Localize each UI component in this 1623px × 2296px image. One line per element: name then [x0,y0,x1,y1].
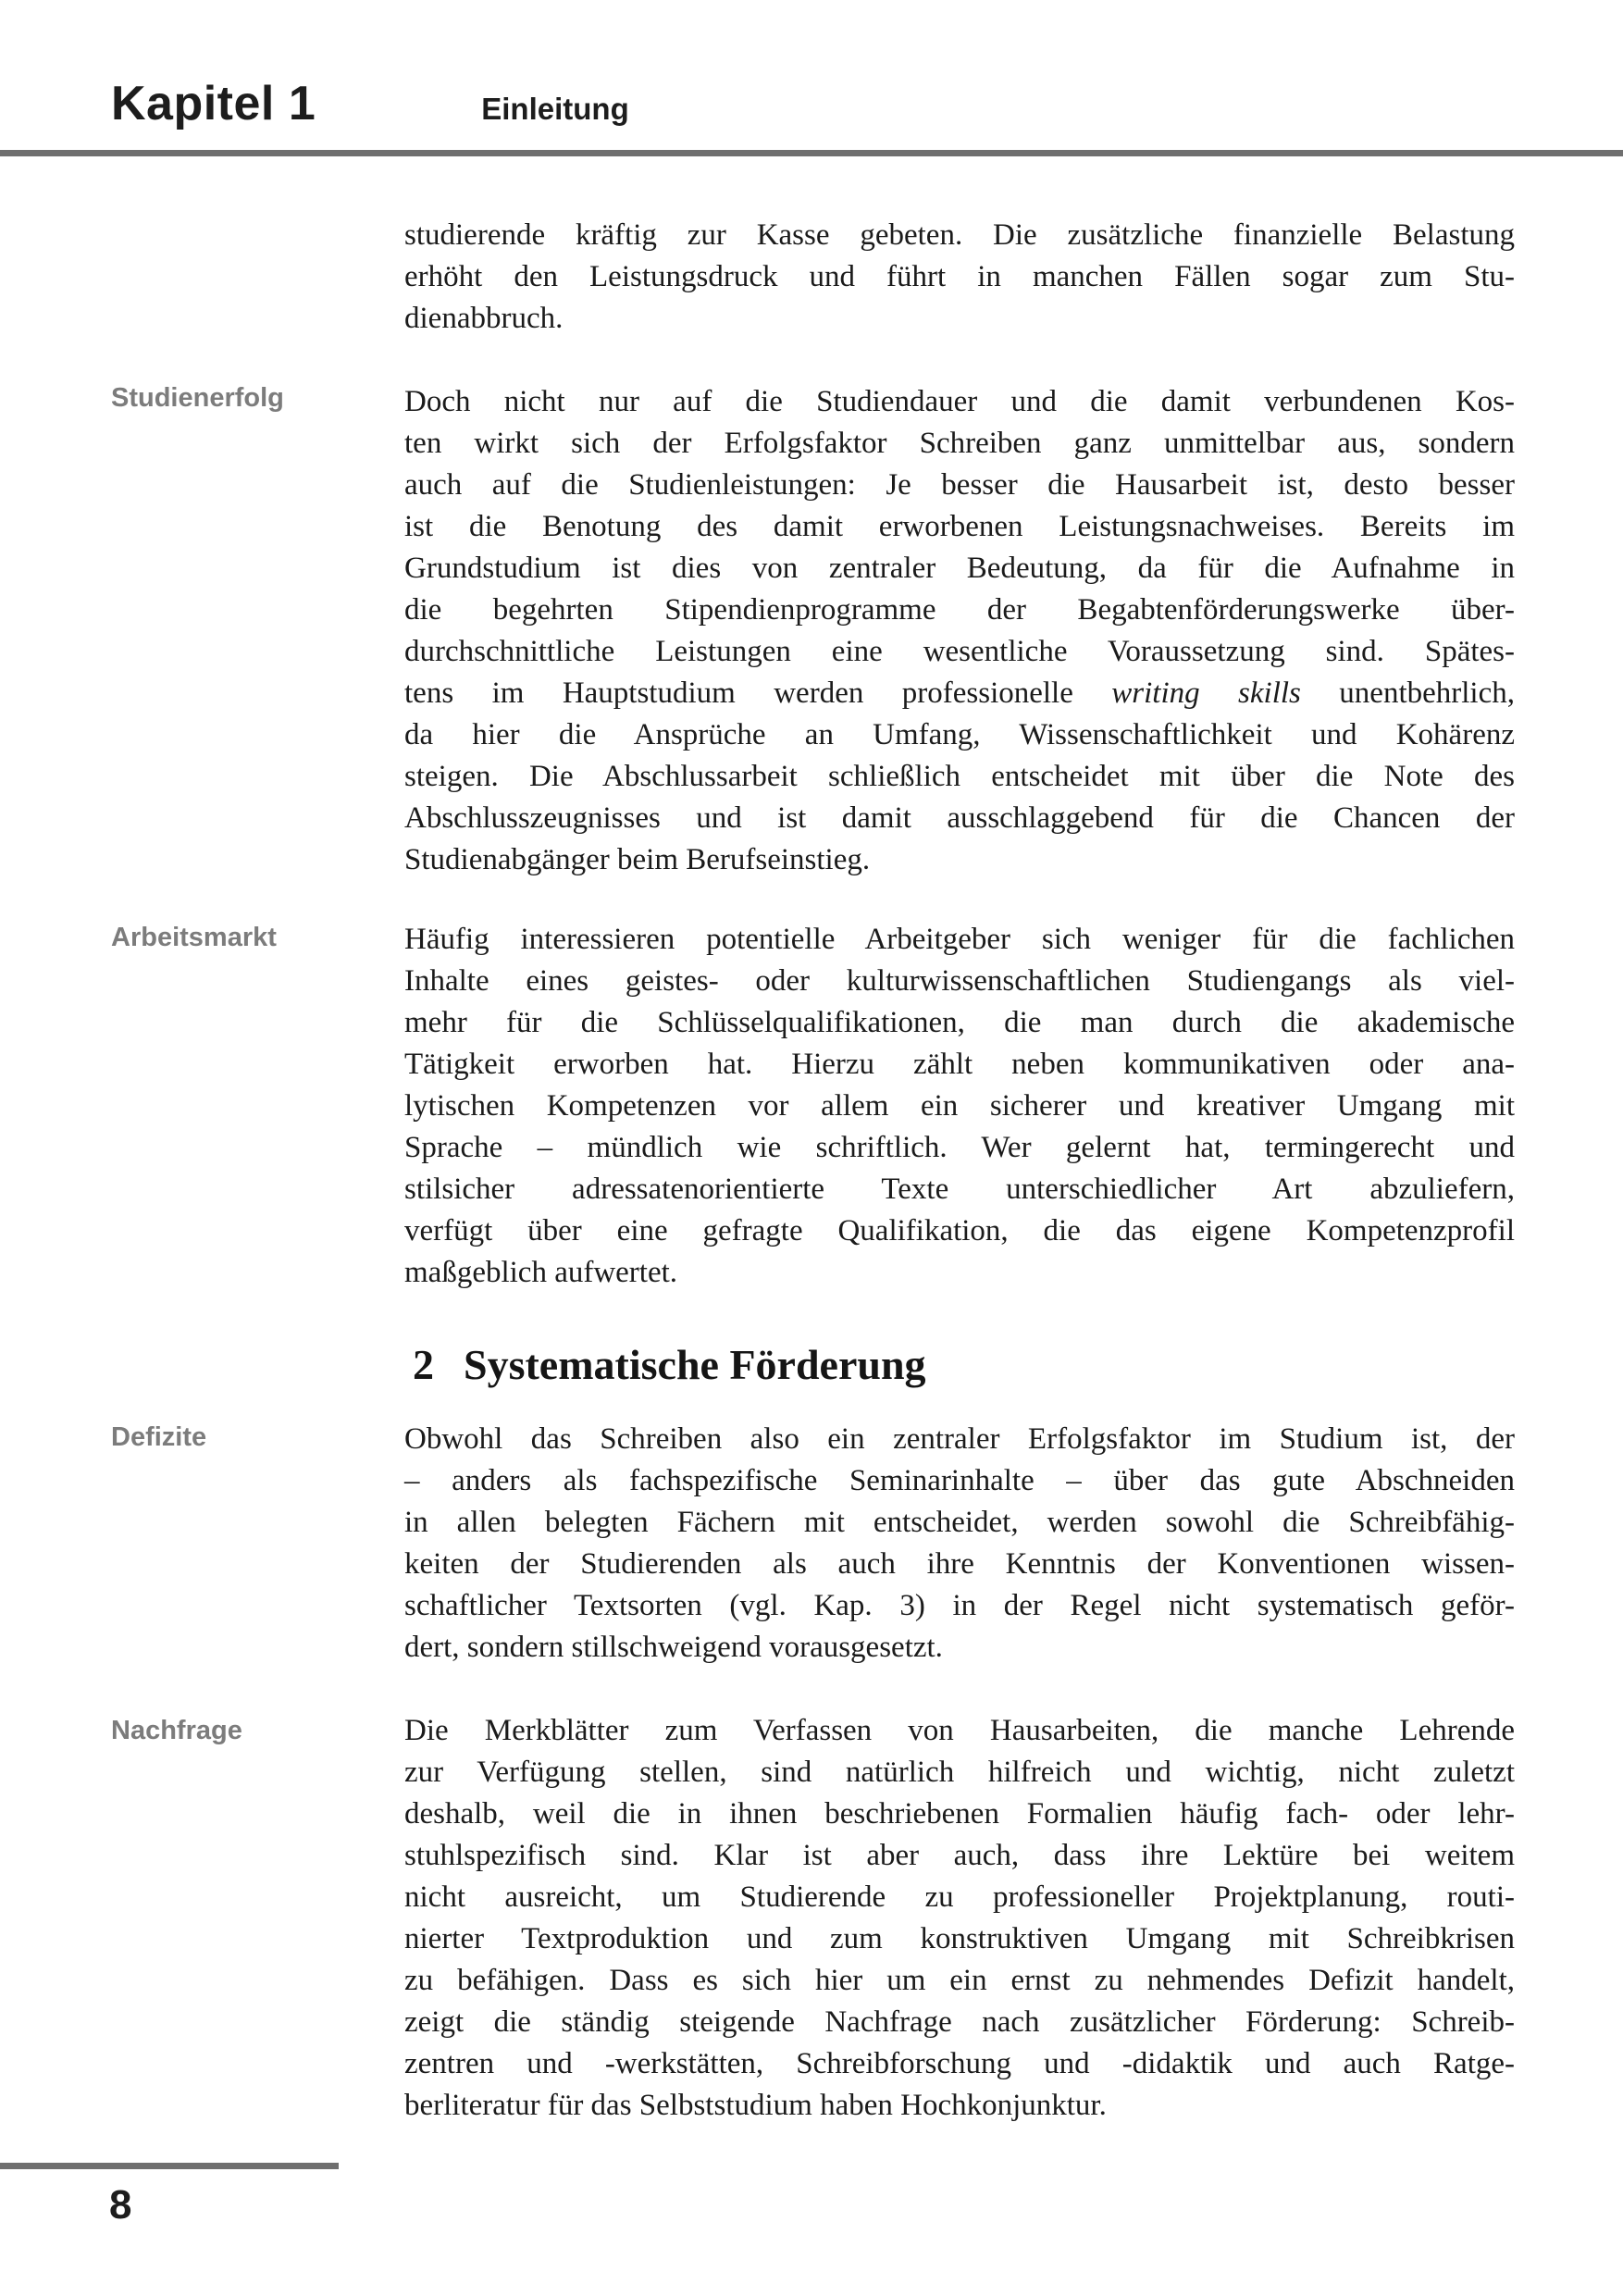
text-line [404,1793,1515,1835]
text-line [404,2085,1515,2127]
body-text: in allen belegten Fächern mit entscheidet, werden sowohl die Schreibfähig- [404,1506,1515,1539]
text-line [404,919,1515,961]
margin-label-defizite: Defizite [111,1422,207,1452]
body-text: Obwohl das Schreiben also ein zentraler Erfolgsfaktor im Studium ist, der [404,1422,1515,1456]
text-line [404,1044,1515,1086]
text-line [404,590,1515,631]
margin-label-nachfrage: Nachfrage [111,1716,242,1745]
body-text: deshalb, weil die in ihnen beschriebenen Formalien häufig fach- oder lehr- [404,1797,1515,1831]
header-rule [0,150,1623,156]
text-line [404,1419,1515,1460]
body-text: lytischen Kompetenzen vor allem ein sicherer und kreativer Umgang mit [404,1089,1515,1123]
body-text: steigen. Die Abschlussarbeit schließlich entscheidet mit über die Note des [404,760,1515,793]
body-text: zur Verfügung stellen, sind natürlich hilfreich und wichtig, nicht zuletzt [404,1756,1515,1789]
text-line [404,1585,1515,1627]
text-line [404,798,1515,839]
text-line [404,1544,1515,1585]
body-text: Inhalte eines geistes- oder kulturwissenschaftlichen Studiengangs als viel- [404,964,1515,998]
text-line [404,631,1515,673]
body-text: zu befähigen. Dass es sich hier um ein ernst zu nehmendes Defizit handelt, [404,1964,1515,1997]
text-line [404,1877,1515,1918]
text-line [404,1960,1515,2002]
text-line [404,1502,1515,1544]
text-line [404,714,1515,756]
body-text: ist die Benotung des damit erworbenen Leistungsnachweises. Bereits im [404,510,1515,543]
text-line [404,506,1515,548]
body-text: zentren und -werkstätten, Schreibforschung und -didaktik und auch Ratge- [404,2047,1515,2080]
text-line [404,381,1515,423]
body-text: nierter Textproduktion und zum konstruktiven Umgang mit Schreibkrisen [404,1922,1515,1955]
body-text: verfügt über eine gefragte Qualifikation, die das eigene Kompetenzprofil [404,1214,1515,1247]
body-text: ten wirkt sich der Erfolgsfaktor Schreiben ganz unmittelbar aus, sondern [404,427,1515,460]
text-line [404,1835,1515,1877]
text-line [404,756,1515,798]
text-line [404,1752,1515,1793]
text-line [404,1710,1515,1752]
footer-rule [0,2163,339,2169]
text-line [404,215,1515,256]
text-line [404,673,1515,714]
body-text: erhöht den Leistungsdruck und führt in manchen Fällen sogar zum Stu- [404,260,1515,293]
body-text: unentbehrlich, [1300,676,1515,710]
body-text: tens im Hauptstudium werden professionelle [404,676,1112,710]
body-text: Die Merkblätter zum Verfassen von Hausarbeiten, die manche Lehrende [404,1714,1515,1747]
body-text: Häufig interessieren potentielle Arbeitgeber sich weniger für die fachlichen [404,923,1515,956]
text-line [404,1086,1515,1127]
body-text: dert, sondern stillschweigend vorausgesetzt. [404,1631,943,1664]
body-text: Grundstudium ist dies von zentraler Bedeutung, da für die Aufnahme in [404,552,1515,585]
section-heading-number: 2 [413,1341,434,1388]
body-text: da hier die Ansprüche an Umfang, Wissenschaftlichkeit und Kohärenz [404,718,1515,751]
body-text: mehr für die Schlüsselqualifikationen, die man durch die akademische [404,1006,1515,1039]
body-text: schaftlicher Textsorten (vgl. Kap. 3) in der Regel nicht systematisch geför- [404,1589,1515,1622]
text-line [404,1627,1515,1669]
section-heading [404,1340,1515,1390]
text-line [404,1127,1515,1169]
text-line [404,1002,1515,1044]
body-text: – anders als fachspezifische Seminarinhalte – über das gute Abschneiden [404,1464,1515,1497]
body-text: Doch nicht nur auf die Studiendauer und die damit verbundenen Kos- [404,385,1515,418]
body-text: keiten der Studierenden als auch ihre Kenntnis der Konventionen wissen- [404,1547,1515,1581]
text-line [404,465,1515,506]
running-head [111,76,629,131]
paragraph [404,1419,1515,1669]
chapter-title: Einleitung [481,92,629,126]
body-text: Tätigkeit erworben hat. Hierzu zählt neben kommunikativen oder ana- [404,1048,1515,1081]
body-text: Sprache – mündlich wie schriftlich. Wer gelernt hat, termingerecht und [404,1131,1515,1164]
body-text: stilsicher adressatenorientierte Texte unterschiedlicher Art abzuliefern, [404,1173,1515,1206]
body-text: durchschnittliche Leistungen eine wesentliche Voraussetzung sind. Spätes- [404,635,1515,668]
body-text: nicht ausreicht, um Studierende zu professioneller Projektplanung, routi- [404,1880,1515,1914]
body-text: Studienabgänger beim Berufseinstieg. [404,843,871,876]
body-text: Abschlusszeugnisses und ist damit ausschlaggebend für die Chancen der [404,801,1515,835]
text-line [404,2002,1515,2043]
body-text: studierende kräftig zur Kasse gebeten. Die zusätzliche finanzielle Belastung [404,218,1515,252]
paragraph [404,1710,1515,2127]
page-number: 8 [109,2182,132,2228]
section-heading-text: Systematische Förderung [464,1341,926,1388]
text-line [404,2043,1515,2085]
margin-label-arbeitsmarkt: Arbeitsmarkt [111,923,277,952]
paragraph [404,215,1515,340]
body-text: berliteratur für das Selbststudium haben Hochkonjunktur. [404,2089,1107,2122]
body-text: stuhlspezifisch sind. Klar ist aber auch, dass ihre Lektüre bei weitem [404,1839,1515,1872]
text-line [404,839,1515,881]
text-line [404,1169,1515,1210]
text-line [404,298,1515,340]
text-line [404,1252,1515,1294]
body-text: auch auf die Studienleistungen: Je besser die Hausarbeit ist, desto besser [404,468,1515,502]
paragraph [404,381,1515,881]
body-text: die begehrten Stipendienprogramme der Begabtenförderungswerke über- [404,593,1515,627]
body-text: dienabbruch. [404,302,564,335]
text-line [404,423,1515,465]
text-line [404,961,1515,1002]
margin-label-studienerfolg: Studienerfolg [111,383,284,413]
italic-text: writing skills [1111,676,1301,710]
text-line [404,1918,1515,1960]
body-text: zeigt die ständig steigende Nachfrage nach zusätzlicher Förderung: Schreib- [404,2005,1515,2039]
text-line [404,1210,1515,1252]
chapter-label: Kapitel 1 [111,77,316,130]
text-line [404,548,1515,590]
text-line [404,1460,1515,1502]
text-line [404,256,1515,298]
paragraph [404,919,1515,1294]
body-text: maßgeblich aufwertet. [404,1256,678,1289]
